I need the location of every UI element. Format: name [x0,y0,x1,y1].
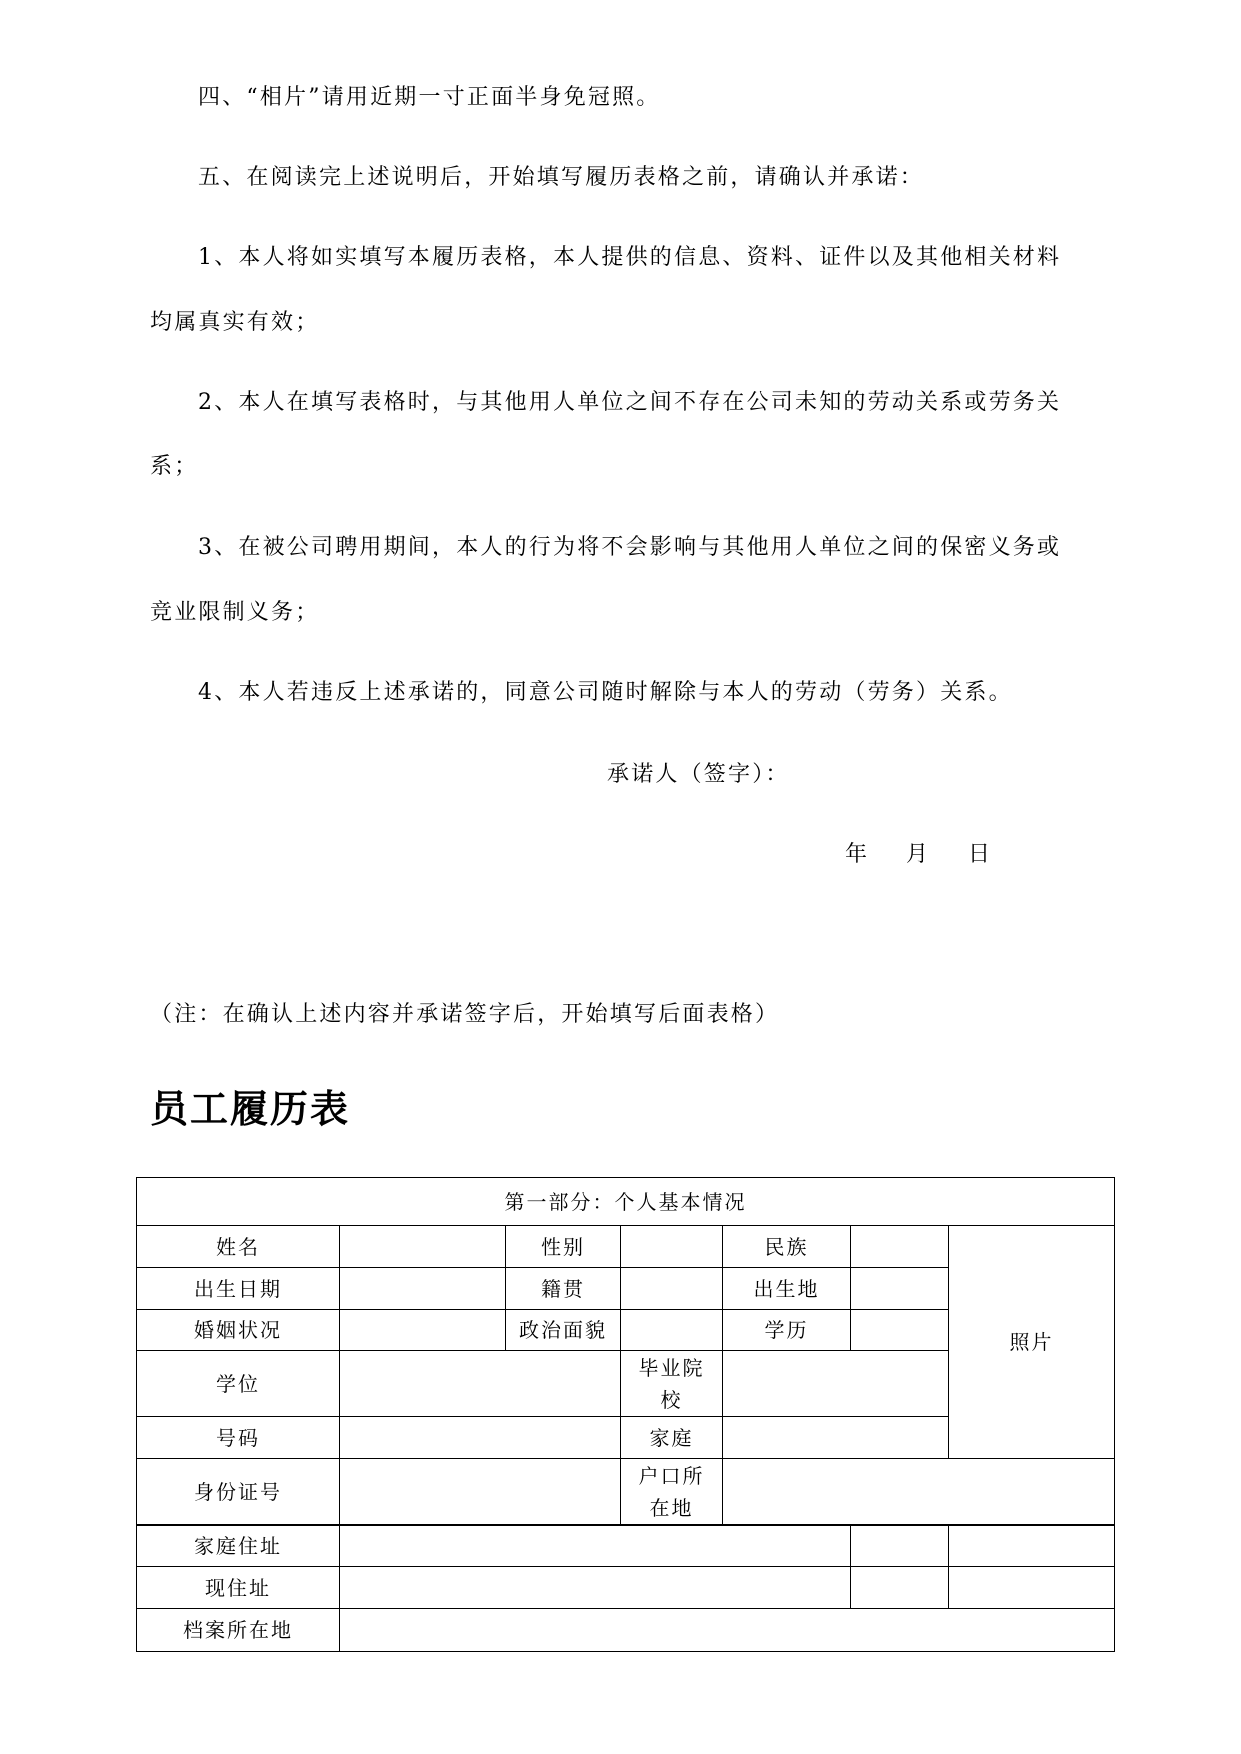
name-label: 姓名 [137,1226,340,1268]
political-status-label: 政治面貌 [506,1310,621,1351]
hukou-field[interactable] [723,1459,1114,1525]
promise-2-line-1: 2、本人在填写表格时，与其他用人单位之间不存在公司未知的劳动关系或劳务关 [198,390,1062,415]
family-label: 家庭 [621,1417,723,1459]
employee-resume-form [136,1177,1115,1652]
promise-4: 4、本人若违反上述承诺的，同意公司随时解除与本人的劳动（劳务）关系。 [198,680,1013,705]
date-day-label: 日 [968,842,993,867]
family-field[interactable] [723,1417,949,1459]
current-address-label: 现住址 [137,1567,340,1609]
degree-field[interactable] [340,1351,621,1417]
school-label-line-2: 校 [660,1387,683,1412]
birth-date-field[interactable] [340,1268,506,1310]
current-address-extra-field-1[interactable] [851,1567,949,1609]
native-place-field[interactable] [621,1268,723,1310]
ethnicity-field[interactable] [851,1226,949,1268]
form-title: 员工履历表 [150,1087,351,1131]
birth-date-label: 出生日期 [137,1268,340,1310]
hukou-label-line-1: 户口所 [638,1463,705,1488]
native-place-label: 籍贯 [506,1268,621,1310]
school-label [621,1351,723,1417]
photo-box[interactable] [949,1226,1114,1459]
hukou-label-line-2: 在地 [649,1495,694,1520]
education-label: 学历 [723,1310,851,1351]
promise-2-line-2: 系； [150,454,199,479]
promise-3-line-2: 竞业限制义务； [150,600,320,625]
number-label: 号码 [137,1417,340,1459]
photo-label: 照片 [1009,1330,1054,1354]
current-address-field[interactable] [340,1567,851,1609]
archive-location-field[interactable] [340,1609,1114,1651]
home-address-field[interactable] [340,1525,851,1567]
marital-status-label: 婚姻状况 [137,1310,340,1351]
signer-label: 承诺人（签字）： [607,762,790,787]
name-field[interactable] [340,1226,506,1268]
instruction-photo: 四、“相片”请用近期一寸正面半身免冠照。 [198,85,661,110]
birthplace-label: 出生地 [723,1268,851,1310]
promise-1-line-2: 均属真实有效； [150,310,320,335]
note: （注：在确认上述内容并承诺签字后，开始填写后面表格） [150,1002,780,1027]
date-month-label: 月 [906,842,931,867]
gender-label: 性别 [506,1226,621,1268]
ethnicity-label: 民族 [723,1226,851,1268]
school-field[interactable] [723,1351,949,1417]
education-field[interactable] [851,1310,949,1351]
degree-label: 学位 [137,1351,340,1417]
id-number-field[interactable] [340,1459,621,1525]
marital-status-field[interactable] [340,1310,506,1351]
school-label-line-1: 毕业院 [638,1355,705,1380]
home-address-extra-field-2[interactable] [949,1525,1114,1567]
archive-location-label: 档案所在地 [137,1609,340,1651]
promise-1-line-1: 1、本人将如实填写本履历表格，本人提供的信息、资料、证件以及其他相关材料 [198,245,1062,270]
id-number-label: 身份证号 [137,1459,340,1525]
hukou-label [621,1459,723,1525]
number-field[interactable] [340,1417,621,1459]
section-header: 第一部分：个人基本情况 [137,1178,1114,1226]
current-address-extra-field-2[interactable] [949,1567,1114,1609]
home-address-label: 家庭住址 [137,1525,340,1567]
birthplace-field[interactable] [851,1268,949,1310]
gender-field[interactable] [621,1226,723,1268]
political-status-field[interactable] [621,1310,723,1351]
promise-3-line-1: 3、在被公司聘用期间，本人的行为将不会影响与其他用人单位之间的保密义务或 [198,535,1062,560]
date-year-label: 年 [845,842,870,867]
home-address-extra-field-1[interactable] [851,1525,949,1567]
instruction-confirm: 五、在阅读完上述说明后，开始填写履历表格之前，请确认并承诺： [198,165,925,190]
